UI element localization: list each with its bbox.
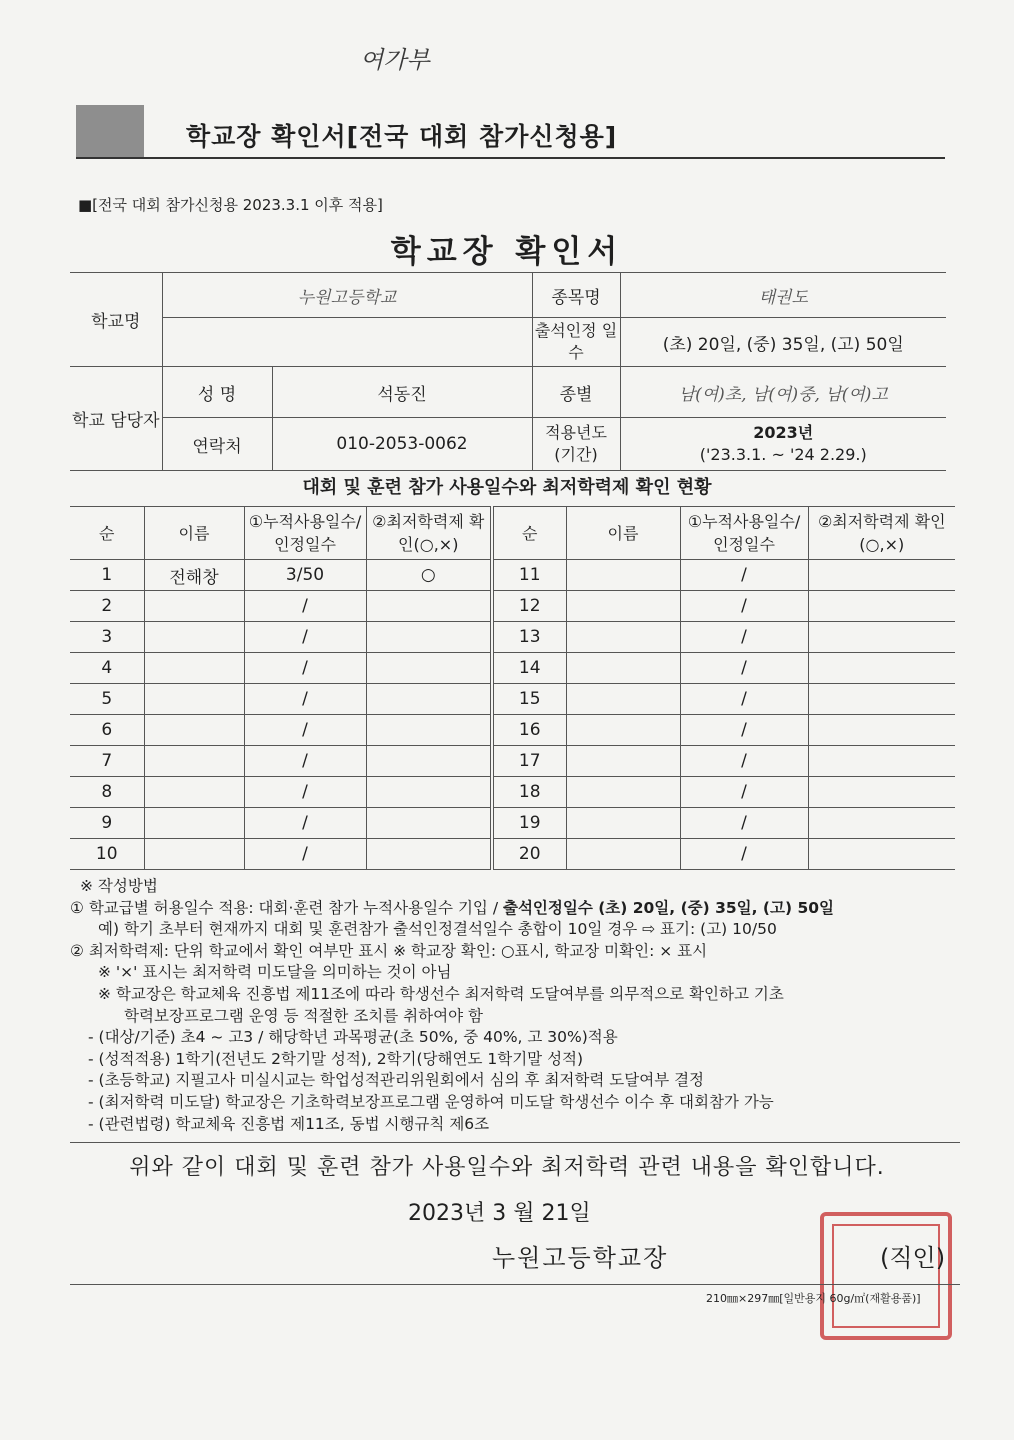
row-days-left: / (244, 653, 366, 684)
row-no-left: 4 (70, 653, 144, 684)
official-seal (820, 1212, 952, 1340)
row-days-left: / (244, 808, 366, 839)
gender-label: 종별 (532, 367, 620, 418)
row-days-left: / (244, 777, 366, 808)
row-no-right: 16 (492, 715, 566, 746)
handwritten-note: 여가부 (360, 46, 430, 74)
row-check-left (366, 684, 492, 715)
row-days-left: / (244, 715, 366, 746)
principal-name: 누원고등학교장 (492, 1244, 669, 1272)
contact-value: 010-2053-0062 (272, 418, 532, 471)
row-check-left (366, 622, 492, 653)
row-no-right: 15 (492, 684, 566, 715)
table-row (70, 808, 955, 839)
row-name-left (144, 808, 244, 839)
row-name-left (144, 746, 244, 777)
row-name-right (566, 839, 680, 870)
notes-divider (70, 1142, 960, 1143)
row-no-right: 17 (492, 746, 566, 777)
row-check-right (808, 684, 955, 715)
note-4: ※ 학교장은 학교체육 진흥법 제11조에 따라 학생선수 최저학력 도달여부를 의무적으로 확인하고 기초 (98, 984, 784, 1003)
row-days-right: / (680, 808, 808, 839)
row-days-left: / (244, 684, 366, 715)
row-days-right: / (680, 684, 808, 715)
title-band (76, 105, 945, 159)
row-no-left: 7 (70, 746, 144, 777)
table-row (70, 715, 955, 746)
row-no-left: 8 (70, 777, 144, 808)
row-check-left (366, 653, 492, 684)
note-3: ※ '×' 표시는 최저학력 미도달을 의미하는 것이 아님 (98, 963, 452, 982)
year-value: 2023년 (753, 423, 814, 442)
row-no-right: 20 (492, 839, 566, 870)
row-check-left (366, 777, 492, 808)
notes-section (70, 876, 960, 1135)
manager-label: 학교 담당자 (70, 367, 162, 471)
status-table (70, 506, 955, 870)
row-check-left (366, 591, 492, 622)
row-name-right (566, 746, 680, 777)
row-check-left: ○ (366, 560, 492, 591)
signature-date: 2023년 3 월 21일 (408, 1201, 591, 1226)
form-header-title: 학교장 확인서[전국 대회 참가신청용] (186, 122, 618, 151)
row-days-right: / (680, 591, 808, 622)
row-name-right (566, 591, 680, 622)
detail-not-met: - (최저학력 미도달) 학교장은 기초학력보장프로그램 운영하여 미도달 학생선수 이수 후 대회참가 가능 (88, 1092, 774, 1111)
detail-law: - (관련법령) 학교체육 진흥법 제11조, 동법 시행규칙 제6조 (88, 1114, 490, 1133)
sport-value: 태권도 (620, 273, 946, 318)
sport-label: 종목명 (532, 273, 620, 318)
note-1 (70, 898, 960, 920)
row-name-right (566, 715, 680, 746)
row-check-right (808, 653, 955, 684)
row-no-left: 1 (70, 560, 144, 591)
row-name-left (144, 653, 244, 684)
row-days-left: / (244, 622, 366, 653)
row-days-right: / (680, 622, 808, 653)
row-days-right: / (680, 839, 808, 870)
row-days-left: / (244, 591, 366, 622)
attend-value: (초) 20일, (중) 35일, (고) 50일 (620, 318, 946, 367)
school-value: 누원고등학교 (162, 273, 532, 318)
row-days-left: 3/50 (244, 560, 366, 591)
row-name-left (144, 777, 244, 808)
period-value: ('23.3.1. ~ '24 2.29.) (699, 445, 867, 464)
row-no-left: 10 (70, 839, 144, 870)
row-no-right: 11 (492, 560, 566, 591)
row-days-left: / (244, 746, 366, 777)
row-name-right (566, 684, 680, 715)
row-no-left: 6 (70, 715, 144, 746)
contact-label: 연락처 (162, 418, 272, 471)
info-table (70, 272, 946, 471)
row-name-right (566, 622, 680, 653)
note-1-text: ① 학교급별 허용일수 적용: 대회·훈련 참가 누적사용일수 기입 / (70, 898, 503, 917)
row-no-left: 9 (70, 808, 144, 839)
confirmation-statement: 위와 같이 대회 및 훈련 참가 사용일수와 최저학력 관련 내용을 확인합니다. (129, 1155, 885, 1180)
row-days-right: / (680, 746, 808, 777)
row-days-right: / (680, 653, 808, 684)
row-check-left (366, 839, 492, 870)
table-row (70, 591, 955, 622)
table-row (70, 560, 955, 591)
row-no-right: 19 (492, 808, 566, 839)
note-1-example: 예) 학기 초부터 현재까지 대회 및 훈련참가 출석인정결석일수 총합이 10일 경우 ⇨ 표기: (고) 10/50 (98, 920, 777, 939)
row-no-right: 18 (492, 777, 566, 808)
row-check-right (808, 808, 955, 839)
attend-label: 출석인정 일수 (532, 318, 620, 367)
paper-spec: 210㎜×297㎜[일반용지 60g/㎡(재활용품)] (706, 1292, 921, 1305)
notes-heading: ※ 작성방법 (80, 877, 158, 895)
row-name-left: 전해창 (144, 560, 244, 591)
row-name-right (566, 777, 680, 808)
table-row (70, 839, 955, 870)
detail-elementary: - (초등학교) 지필고사 미실시교는 학업성적관리위원회에서 심의 후 최저학력 도달여부 결정 (88, 1071, 705, 1090)
col-name-right: 이름 (566, 507, 680, 560)
name-value: 석동진 (272, 367, 532, 418)
table-row (70, 622, 955, 653)
col-check-left: ②최저학력제 확인(○,×) (366, 507, 492, 560)
col-days-right: ①누적사용일수/인정일수 (680, 507, 808, 560)
row-days-right: / (680, 715, 808, 746)
row-name-left (144, 839, 244, 870)
row-name-left (144, 591, 244, 622)
year-cell (620, 418, 946, 471)
row-name-left (144, 684, 244, 715)
title-underline (76, 157, 945, 159)
seal-label: (직인) (880, 1244, 946, 1272)
table-row (70, 684, 955, 715)
name-label: 성 명 (162, 367, 272, 418)
title-band-gray-block (76, 105, 144, 159)
note-1-emphasis: 출석인정일수 (초) 20일, (중) 35일, (고) 50일 (502, 898, 835, 917)
col-no-right: 순 (492, 507, 566, 560)
applies-note: ■[전국 대회 참가신청용 2023.3.1 이후 적용] (78, 196, 383, 214)
col-no-left: 순 (70, 507, 144, 560)
row-check-left (366, 808, 492, 839)
row-check-right (808, 715, 955, 746)
row-name-right (566, 653, 680, 684)
row-name-left (144, 622, 244, 653)
row-days-left: / (244, 839, 366, 870)
footer-divider (70, 1284, 960, 1285)
row-no-left: 3 (70, 622, 144, 653)
note-2: ② 최저학력제: 단위 학교에서 확인 여부만 표시 ※ 학교장 확인: ○표시, 학교장 미확인: × 표시 (70, 941, 708, 960)
school-label: 학교명 (70, 273, 162, 367)
row-check-right (808, 622, 955, 653)
row-name-right (566, 808, 680, 839)
col-check-right: ②최저학력제 확인(○,×) (808, 507, 955, 560)
row-check-right (808, 746, 955, 777)
table-row (70, 746, 955, 777)
row-check-right (808, 560, 955, 591)
row-no-right: 13 (492, 622, 566, 653)
row-name-right (566, 560, 680, 591)
gender-value: 남(여)초, 남(여)중, 남(여)고 (620, 367, 946, 418)
document-title: 학교장 확인서 (390, 234, 624, 270)
row-check-left (366, 746, 492, 777)
col-days-left: ①누적사용일수/인정일수 (244, 507, 366, 560)
row-name-left (144, 715, 244, 746)
row-no-left: 2 (70, 591, 144, 622)
table-row (70, 653, 955, 684)
status-section-title: 대회 및 훈련 참가 사용일수와 최저학력제 확인 현황 (302, 477, 712, 498)
detail-grades: - (성적적용) 1학기(전년도 2학기말 성적), 2학기(당해연도 1학기말 성적) (88, 1049, 584, 1068)
row-days-right: / (680, 777, 808, 808)
row-days-right: / (680, 560, 808, 591)
row-check-right (808, 839, 955, 870)
year-label: 적용년도 (기간) (532, 418, 620, 471)
note-4-cont: 학력보장프로그램 운영 등 적절한 조치를 취하여야 함 (124, 1006, 483, 1025)
row-check-right (808, 591, 955, 622)
row-no-left: 5 (70, 684, 144, 715)
row-no-right: 14 (492, 653, 566, 684)
row-check-left (366, 715, 492, 746)
detail-target: - (대상/기준) 초4 ~ 고3 / 해당학년 과목평균(초 50%, 중 40%, 고 30%)적용 (88, 1028, 618, 1047)
row-no-right: 12 (492, 591, 566, 622)
table-row (70, 777, 955, 808)
col-name-left: 이름 (144, 507, 244, 560)
row-check-right (808, 777, 955, 808)
